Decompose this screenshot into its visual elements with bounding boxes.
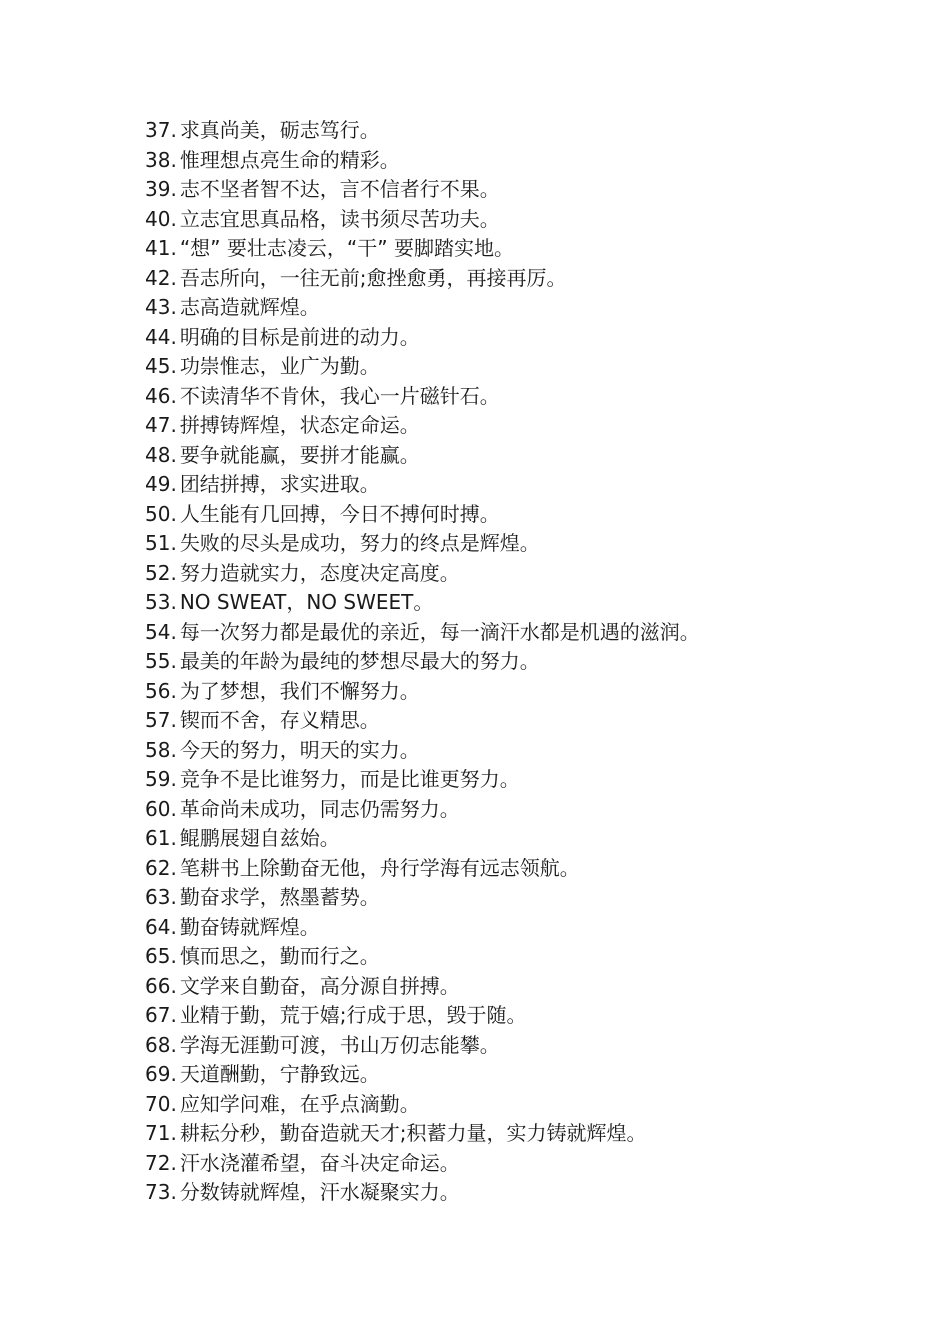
list-item [145,559,700,589]
list-item [145,736,700,766]
item-number: 55. [145,649,177,673]
list-item [145,1149,700,1179]
item-text: 明确的目标是前进的动力。 [179,324,420,349]
list-item [145,1090,700,1120]
item-number: 49. [145,472,177,496]
list-item [145,677,700,707]
item-number: 39. [145,177,177,201]
item-number: 43. [145,295,177,319]
item-text: 革命尚未成功，同志仍需努力。 [179,796,460,821]
item-number: 51. [145,531,177,555]
item-text: “想” 要壮志凌云，“干” 要脚踏实地。 [179,236,514,260]
item-number: 47. [145,413,177,437]
list-item [145,293,700,323]
list-item [145,411,700,441]
list-item [145,352,700,382]
item-text: 拼搏铸辉煌，状态定命运。 [179,413,420,437]
item-text: 文学来自勤奋，高分源自拼搏。 [179,973,460,998]
item-text: 人生能有几回搏，今日不搏何时搏。 [179,501,500,526]
item-text: 失败的尽头是成功，努力的终点是辉煌。 [179,531,540,555]
item-text: 团结拼搏，求实进取。 [179,472,380,496]
list-item [145,854,700,884]
item-text: 每一次努力都是最优的亲近，每一滴汗水都是机遇的滋润。 [179,619,700,644]
item-text: 耕耘分秒，勤奋造就天才;积蓄力量，实力铸就辉煌。 [179,1121,647,1145]
item-number: 62. [145,855,177,880]
list-item [145,116,700,146]
list-item [145,470,700,500]
list-item [145,264,700,294]
list-item [145,1119,700,1149]
list-item [145,234,700,264]
list-item [145,765,700,795]
item-number: 40. [145,206,177,231]
item-text: 天道酬勤，宁静致远。 [179,1062,380,1086]
list-item [145,913,700,943]
item-number: 53. [145,590,177,614]
item-text: 分数铸就辉煌，汗水凝聚实力。 [179,1180,460,1204]
item-text: 为了梦想，我们不懈努力。 [179,678,420,703]
item-text: 竞争不是比谁努力，而是比谁更努力。 [179,767,520,791]
item-number: 69. [145,1062,177,1086]
list-item [145,883,700,913]
list-item [145,795,700,825]
list-item [145,588,700,618]
item-text: 应知学问难，在乎点滴勤。 [179,1091,420,1116]
item-text: 努力造就实力，态度决定高度。 [179,560,460,585]
list-item [145,1001,700,1031]
item-number: 46. [145,383,177,408]
item-number: 61. [145,826,177,850]
item-text: 汗水浇灌希望，奋斗决定命运。 [179,1150,460,1175]
list-item [145,647,700,677]
item-number: 44. [145,324,177,349]
list-item [145,942,700,972]
list-item [145,441,700,471]
item-text: 求真尚美，砺志笃行。 [179,118,380,142]
item-text: 业精于勤，荒于嬉;行成于思，毁于随。 [179,1003,527,1027]
item-number: 42. [145,265,177,290]
item-number: 37. [145,118,177,142]
item-number: 50. [145,501,177,526]
item-text: 要争就能赢，要拼才能赢。 [179,442,420,467]
item-number: 63. [145,885,177,909]
list-item [145,500,700,530]
list-item [145,1178,700,1208]
item-number: 52. [145,560,177,585]
item-text: 勤奋求学，熬墨蓄势。 [179,885,380,909]
item-number: 60. [145,796,177,821]
list-item [145,618,700,648]
item-number: 56. [145,678,177,703]
item-text: 立志宜思真品格，读书须尽苦功夫。 [179,206,500,231]
list-item [145,529,700,559]
item-number: 54. [145,619,177,644]
list-item [145,175,700,205]
item-number: 38. [145,147,177,172]
item-text: 不读清华不肯休，我心一片磁针石。 [179,383,500,408]
item-text: 志高造就辉煌。 [179,295,320,319]
item-number: 58. [145,737,177,762]
item-text: NO SWEAT，NO SWEET。 [179,590,434,614]
list-item [145,706,700,736]
item-number: 64. [145,914,177,939]
list-item [145,205,700,235]
item-number: 67. [145,1003,177,1027]
list-item [145,146,700,176]
item-text: 学海无涯勤可渡，书山万仞志能攀。 [179,1032,500,1057]
list-item [145,1060,700,1090]
item-number: 71. [145,1121,177,1145]
item-number: 48. [145,442,177,467]
item-text: 惟理想点亮生命的精彩。 [179,147,400,172]
item-text: 志不坚者智不达，言不信者行不果。 [179,177,500,201]
item-number: 59. [145,767,177,791]
item-text: 慎而思之，勤而行之。 [179,944,380,968]
item-text: 鲲鹏展翅自兹始。 [179,826,340,850]
list-item [145,382,700,412]
item-number: 73. [145,1180,177,1204]
item-number: 72. [145,1150,177,1175]
item-number: 66. [145,973,177,998]
item-text: 吾志所向，一往无前;愈挫愈勇，再接再厉。 [179,265,567,290]
list-item [145,824,700,854]
item-text: 今天的努力，明天的实力。 [179,737,420,762]
item-text: 勤奋铸就辉煌。 [179,914,320,939]
item-number: 57. [145,708,177,732]
list-item [145,323,700,353]
item-number: 68. [145,1032,177,1057]
item-number: 70. [145,1091,177,1116]
slogan-list [145,116,700,1208]
item-text: 最美的年龄为最纯的梦想尽最大的努力。 [179,649,540,673]
item-text: 锲而不舍，存义精思。 [179,708,380,732]
list-item [145,1031,700,1061]
item-number: 65. [145,944,177,968]
item-number: 41. [145,236,177,260]
list-item [145,972,700,1002]
item-text: 功崇惟志，业广为勤。 [179,354,380,378]
item-number: 45. [145,354,177,378]
item-text: 笔耕书上除勤奋无他，舟行学海有远志领航。 [179,855,580,880]
